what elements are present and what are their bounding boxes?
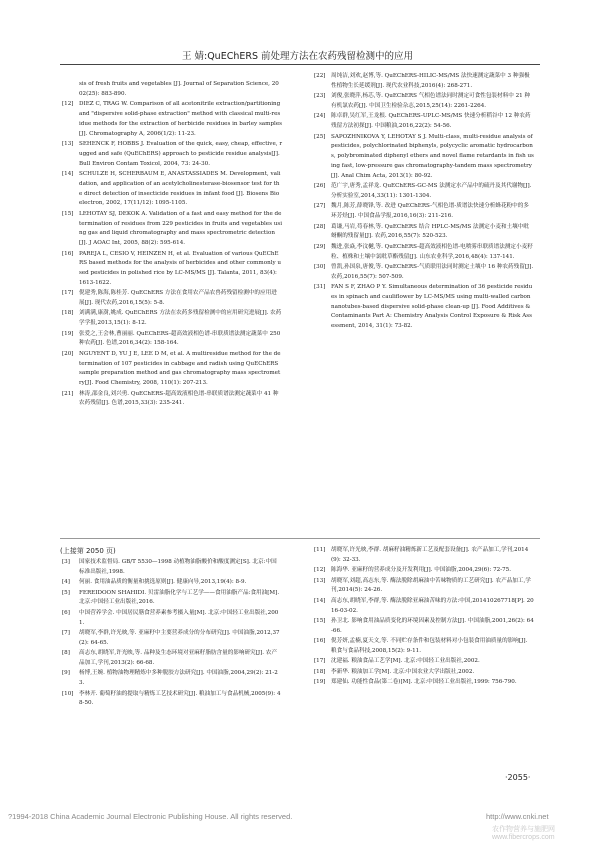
reference-number: [19] bbox=[62, 330, 74, 337]
reference-text: 葛谦,马岩,苟春林,等. QuEChERS 结合 HPLC-MS/MS 法测定小麦和土壤中吡蚜酮的残留量[J]. 农药,2016,55(7): 520-523. bbox=[331, 223, 529, 240]
reference-number: [11] bbox=[314, 547, 326, 553]
reference-entry bbox=[314, 133, 534, 182]
reference-text: FAN S F, ZHAO P Y. Simultaneous determination of 36 pesticide residues in spinach and cauliflower by LC-MS/MS using multi-walled carbon nanotubes-based dispersive solid-phase clean-up [J]. Food Additives & Contaminants Part A: Chemistry Analysis Control Exposure & Risk Assessment, 2014, 31(1): 73-82. bbox=[331, 284, 533, 330]
reference-entry bbox=[314, 182, 534, 202]
header-rule bbox=[60, 64, 540, 65]
reference-number: [15] bbox=[62, 210, 74, 217]
reference-text: 魏月,陈芳,薛晓锋,等. 改进 QuEChERS-气相色谱-质谱法快速分析蜂花粉中的多环芳烃[J]. 中国食品学报,2016,16(3): 211-216. bbox=[331, 203, 529, 220]
reference-entry bbox=[314, 92, 534, 112]
reference-entry bbox=[62, 289, 282, 309]
reference-text: 刘满满,康澍,姚成. QuEChERS 方法在农药多残留检测中的应用研究进展[J]. 农药学学报,2013,15(1): 8-12. bbox=[79, 310, 282, 327]
reference-text: 刘俊,张晓萍,杨芯,等. QuEChERS 气相色谱法同时测定可食性包装材料中 21 种有机氯农药[J]. 中国卫生检验杂志,2015,25(14): 2261-2264. bbox=[331, 93, 531, 109]
footer-site-link[interactable]: http://www.cnki.net bbox=[486, 812, 549, 821]
reference-number: [26] bbox=[314, 183, 326, 190]
reference-number: [6] bbox=[62, 609, 70, 616]
watermark: 农作物营养与施肥网 www.fibercrops.com bbox=[492, 826, 555, 841]
reference-entry bbox=[62, 330, 282, 350]
reference-entry bbox=[62, 140, 282, 169]
reference-entry bbox=[314, 597, 534, 617]
page-number: ·2055· bbox=[505, 773, 531, 782]
reference-text: NGUYENT D, YU J E, LEE D M, et al. A multiresidue method for the determination of 107 pesticides in cabbage and radish using QuEChERS sample preparation method and gas chromatography mass spectrometry[J]. Food Chemistry, 2008, 110(1): 207-213. bbox=[79, 350, 281, 387]
reference-text: 陈卓群,吴红军,王龙根. QuEChERS-UPLC-MS/MS 快速分析稻谷中 12 种农药残留方法初探[J]. 中国粮油,2016,22(2): 54-56. bbox=[331, 113, 531, 130]
reference-text: 高志东,胡晓军,李群,等. 酶法脱除亚麻油苦味的方法:中国,201410267718[P]. 2016-03-02. bbox=[331, 597, 534, 614]
reference-number: [14] bbox=[62, 170, 74, 177]
reference-text: 李新华. 粮油加工学[M]. 北京:中国农业大学出版社,2002. bbox=[331, 668, 475, 675]
reference-entry bbox=[62, 80, 282, 100]
reference-text: sis of fresh fruits and vegetables [J]. Journal of Separation Science, 2002(25): 883-890. bbox=[79, 81, 279, 97]
reference-number: [16] bbox=[62, 250, 74, 257]
reference-entry bbox=[62, 100, 282, 139]
reference-entry bbox=[62, 558, 282, 578]
reference-text: 陈海华. 亚麻籽的营养成分及开发利用[J]. 中国油脂,2004,29(6): 72-75. bbox=[331, 567, 511, 574]
reference-number: [18] bbox=[62, 310, 74, 317]
reference-text: 胡晓军,刘超,高志东,等. 酶法脱除胡麻油中苦味物质的工艺研究[J]. 农产品加工,学刊,2014(5): 24-26. bbox=[331, 577, 531, 594]
reference-text: LEHOTAY SJ, DEKOK A. Validation of a fast and easy method for the determination of residues from 229 pesticides in fruits and vegetables using gas and liquid chromatography and mass spectrometric detection[J]. J AOAC Int, 2005, 88(2): 595-614. bbox=[79, 210, 282, 247]
reference-number: [20] bbox=[62, 350, 74, 357]
reference-number bbox=[62, 80, 79, 100]
reference-number: [25] bbox=[314, 133, 326, 140]
reference-number: [5] bbox=[62, 589, 70, 596]
reference-entry bbox=[62, 669, 282, 689]
reference-entry bbox=[62, 690, 282, 710]
reference-text: 孙卫北. 影响食用油品质变化的环境因素及控制方法[J]. 中国油脂,2001,26(2): 64-66. bbox=[331, 617, 534, 634]
reference-entry bbox=[314, 577, 534, 597]
reference-text: 胡晓军,许光映,李群. 胡麻籽油精炼新工艺及配套设备[J]. 农产品加工,学刊,2014(9): 32-33. bbox=[331, 547, 529, 563]
reference-entry bbox=[62, 250, 282, 289]
reference-text: 李林开. 葡萄籽油的提取与精炼工艺技术研究[J]. 粮油加工与食品机械,2005(9): 48-50. bbox=[79, 690, 281, 707]
reference-number: [18] bbox=[314, 668, 326, 675]
reference-text: 胡晓军,李群,许光映,等. 亚麻籽中主要营养成分的分布研究[J]. 中国油脂,2012,37(2): 64-65. bbox=[79, 629, 280, 646]
reference-entry bbox=[314, 637, 534, 657]
reference-text: FEREIDOON SHAHIDI. 贝雷油脂化学与工艺学——食用油脂产品:食用油[M]. 北京:中国轻工业出版社,2016. bbox=[79, 589, 280, 606]
reference-number: [4] bbox=[62, 579, 70, 586]
reference-number: [3] bbox=[62, 559, 70, 565]
reference-text: PAREJA L, CESIO V, HEINZEN H, et al. Evaluation of various QuEChERS based methods for the analysis of herbicides and other commonly used pesticides in polished rice by LC-MS/MS [J]. Talanta, 2011, 83(4): 1613-1622. bbox=[79, 250, 282, 286]
reference-entry bbox=[314, 223, 534, 243]
reference-entry bbox=[62, 649, 282, 669]
reference-text: 中国营养学会. 中国居民膳食营养素参考摄入量[M]. 北京:中国轻工业出版社,2001. bbox=[79, 609, 279, 626]
reference-entry bbox=[314, 202, 534, 222]
reference-number: [16] bbox=[314, 638, 326, 645]
reference-text: 魏进,张焱,李汶樾,等. QuEChERS-超高效液相色谱-电喷雾串联质谱法测定小麦籽粒、植株和土壤中氯吡草酯残留[J]. 山东农业科学,2016,48(4): 137-141. bbox=[331, 243, 533, 260]
reference-text: 张爱之,王会林,曹丽丽. QuEChERS-超高效液相色谱-串联质谱法测定蔬菜中 250 种农药[J]. 色谱,2016,34(2): 158-164. bbox=[79, 330, 281, 347]
reference-number: [28] bbox=[314, 223, 326, 230]
reference-entry bbox=[314, 283, 534, 332]
reference-entry bbox=[62, 629, 282, 649]
continued-from-label: (上接第 2050 页) bbox=[60, 547, 116, 555]
reference-number: [15] bbox=[314, 617, 326, 624]
reference-entry bbox=[62, 210, 282, 249]
reference-number: [21] bbox=[62, 390, 74, 397]
reference-number: [8] bbox=[62, 650, 70, 657]
reference-number: [12] bbox=[62, 101, 74, 108]
reference-number: [19] bbox=[314, 679, 326, 686]
reference-text: 倪建秀,陈海,陈桂芳. QuEChERS 方法在食用农产品农兽药残留检测中的应用进展[J]. 现代农药,2016,15(5): 5-8. bbox=[79, 290, 277, 307]
reference-entry bbox=[314, 657, 534, 667]
reference-number: [27] bbox=[314, 203, 326, 210]
reference-number: [12] bbox=[314, 567, 326, 574]
reference-text: 杨博,王婉. 植物油物理精炼中多种脱胶方法研究[J]. 中国油脂,2004,29(2): 21-23. bbox=[79, 670, 278, 687]
reference-number: [13] bbox=[314, 577, 326, 584]
reference-number: [17] bbox=[314, 658, 326, 665]
footer-copyright: ?1994-2018 China Academic Journal Electronic Publishing House. All rights reserved. bbox=[8, 812, 293, 821]
reference-entry bbox=[62, 589, 282, 609]
reference-text: SAPOZHNIKOVA Y, LEHOTAY S J. Multi-class, multi-residue analysis of pesticides, polychlorinated biphenyls, polycyclic aromatic hydrocarbons, polybrominated diphenyl ethers and novel flame retardants in fish using fast, low-pressure gas chromatography-tandem mass spectrometry[J]. Anal Chim Acta, 2013(1): 80-92. bbox=[331, 133, 534, 179]
reference-text: SCHULZE H, SCHERBAUM E, ANASTASSIADES M. Development, validation, and application of an acetylcholinesterase-biosensor test for the direct detection of insecticide residues in infant food [J]. Biosens Bioelectron, 2002, 17(11/12): 1095-1105. bbox=[79, 170, 281, 207]
reference-text: 何丽. 食用油品质的衡量和挑选原则[J]. 健康向导,2013,19(4): 8-9. bbox=[79, 579, 247, 586]
reference-entry bbox=[314, 546, 534, 566]
reference-number: [13] bbox=[62, 140, 74, 147]
reference-number: [29] bbox=[314, 243, 326, 250]
reference-number: [10] bbox=[62, 690, 74, 697]
references-column-right bbox=[314, 72, 534, 333]
reference-text: 曾凯,孙国泉,唐俊,等. QuEChERS-气质联用法同时测定土壤中 16 种农药残留[J]. 农药,2016,55(7): 507-509. bbox=[331, 263, 534, 280]
reference-entry bbox=[314, 112, 534, 132]
reference-text: 林涛,邵金良,刘兴勇. QuEChERS-超高效液相色谱-串联质谱法测定蔬菜中 41 种农药残留[J]. 色谱,2015,33(3): 235-241. bbox=[79, 390, 279, 407]
reference-text: 沈建福. 粮油食品工艺学[M]. 北京:中国轻工业出版社,2002. bbox=[331, 658, 480, 665]
reference-entry bbox=[62, 390, 282, 410]
reference-entry bbox=[314, 263, 534, 283]
reference-number: [17] bbox=[62, 290, 74, 297]
reference-text: 高志东,胡晓军,许光映,等. 品种及生态环境对亚麻籽脂肪含量的影响研究[J]. 农产品加工,学刊,2013(2): 66-68. bbox=[79, 650, 278, 666]
reference-number: [9] bbox=[62, 670, 70, 677]
reference-number: [22] bbox=[314, 73, 326, 79]
reference-entry bbox=[314, 668, 534, 678]
reference-number: [30] bbox=[314, 263, 326, 270]
reference-text: DIEZ C, TRAG W. Comparison of all acetonitrile extraction/partitioning and "dispersive solid-phase extraction" method with classical multi-residue methods for the extraction of herbicide residues in barley samples[J]. Chromatography A, 2006(1/2): 11-23. bbox=[79, 101, 283, 137]
reference-entry bbox=[62, 350, 282, 389]
references-column-left bbox=[62, 80, 282, 410]
reference-entry bbox=[314, 243, 534, 263]
reference-entry bbox=[62, 170, 282, 209]
reference-entry bbox=[62, 609, 282, 629]
reference-number: [7] bbox=[62, 629, 70, 636]
reference-entry bbox=[314, 72, 534, 92]
reference-number: [23] bbox=[314, 93, 326, 100]
reference-entry bbox=[62, 309, 282, 329]
reference-entry bbox=[314, 617, 534, 637]
reference-text: 国家技术监督局. GB/T 5530—1998 动植物油脂酸价和酸度测定[S]. 北京:中国标准出版社,1998. bbox=[79, 559, 277, 575]
reference-text: 范广宇,唐秀,孟祥龙. QuEChERS-GC-MS 法测定水产品中的硫丹及其代谢物[J]. 分析实验室,2014,33(11): 1301-1304. bbox=[331, 183, 532, 199]
reference-text: 周纯洁,刘欢,赵博,等. QuEChERS-HILIC-MS/MS 法快速测定蔬菜中 3 种强极性植物生长延缓剂[J]. 现代农业科技,2016(4): 268-271. bbox=[331, 73, 530, 89]
references2-column-right bbox=[314, 546, 534, 689]
section-divider bbox=[60, 538, 540, 539]
reference-entry bbox=[62, 578, 282, 588]
reference-text: 倪芳妍,孟楠,夏天文,等. 不同贮存条件和包装材料对小包装食用油质量的影响[J]. 粮食与食品科技,2008,15(2): 9-11. bbox=[331, 638, 528, 654]
references2-column-left bbox=[62, 558, 282, 710]
running-header: 王 婧:QuEChERS 前处理方法在农药残留检测中的应用 bbox=[181, 51, 414, 62]
reference-entry bbox=[314, 678, 534, 688]
reference-number: [14] bbox=[314, 597, 326, 604]
reference-number: [24] bbox=[314, 113, 326, 120]
reference-text: 郑建仙. 功能性食品(第二卷)[M]. 北京:中国轻工业出版社,1999: 756-790. bbox=[331, 679, 517, 686]
reference-entry bbox=[314, 566, 534, 576]
reference-number: [31] bbox=[314, 284, 326, 291]
reference-text: SEHENCK F, HOBBS J. Evaluation of the quick, easy, cheap, effective, rugged and safe (QuEChERS) approach to pesticide residue analysis[J]. Bull Environ Contam Toxicol, 2004, 73: 24-30. bbox=[79, 140, 283, 167]
